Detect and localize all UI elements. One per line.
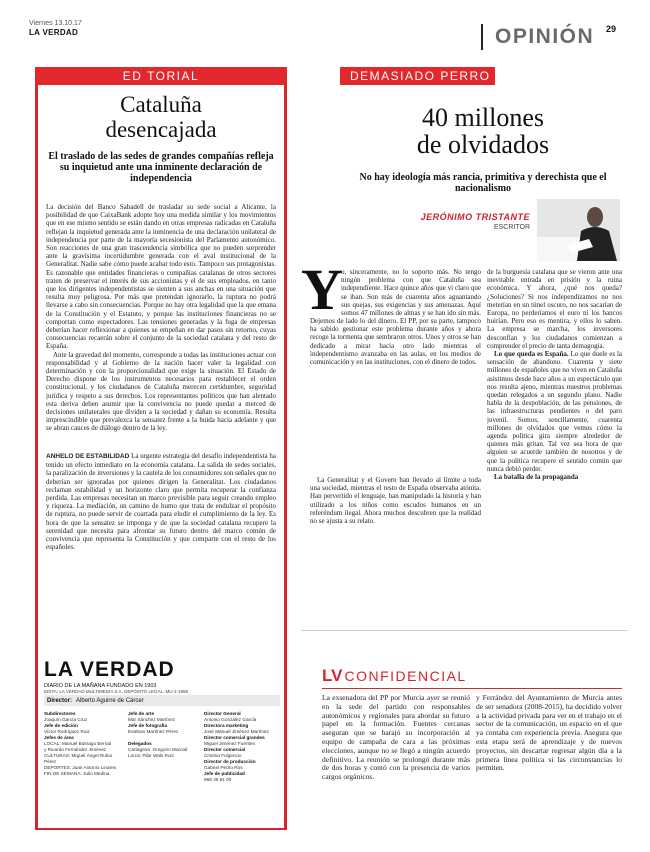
staff-col-2 [128, 711, 200, 759]
opinion-col-1-mid [310, 317, 481, 473]
opinion-paragraph: La Generalitat y el Govern han llevado al límite a toda una sociedad, mientras el resto de España observaba atónita. Han pervertido el lenguaje, han manipulado la historia y han utilizado a los niños como escudos humanos en un referéndum ilegal. Ahora muchos descubren que la realidad no se ajusta a su relato. [310, 476, 481, 526]
staff-entry: Jefes de área LOCAL: Manuel Buitrago Bernal [44, 735, 111, 746]
opinion-paragraph: de la burguesía catalana que se vieron ante una inevitable entrada en prisión y la ruina económica. Y ahora, ¿qué nos queda? ¿Soluciones? Si nos independizamos no nos meterían en un túnel oscuro, no nos sacarían de Europa, no perderíamos el euro ni los bancos huirían. Pero eso es mentira, y ellos lo saben. La empresa se marcha, los inversores desconfían y los ciudadanos comienzan a comprender el precio de tanta demagogia. [487, 268, 622, 350]
staff-col-1 [44, 711, 122, 777]
confidencial-paragraph: La exsenadora del PP por Murcia ayer se reunió en la sede del partido con responsables autonómicos y regionales para abordar su futuro papel en la formación. Fuentes cercanas aseguran que se barajó su incorporación al equipo de campaña de cara a las próximas elecciones, aunque no se llegó a ningún acuerdo definitivo. La reunión se prolongó durante más de dos horas y contó con la presencia de varios cargos orgánicos. [322, 694, 470, 782]
author-photo [537, 199, 620, 261]
opinion-col-1-bottom [310, 476, 481, 626]
masthead [23, 18, 628, 56]
editorial-body-2 [46, 452, 276, 652]
staff-entry: y Ricardo Fernández Jiménez [44, 747, 107, 752]
drop-cap: Y [301, 257, 343, 322]
opinion-paragraph: Dejemos de lado lo del dinero. El PP, por su parte, tampoco ha sabido gestionar este problema durante años y ahora recoge la tormenta que sembraron otros. Unos y otros se han dedicado a mirar hacia otro lado mientras el independentismo avanzaba en las aulas, en los medios de comunicación y en las instituciones, con el dinero de todos. [310, 317, 481, 367]
opinion-lead-2: La batalla de la propaganda [494, 473, 579, 482]
lv-mark: LV [322, 666, 343, 685]
section-title [481, 24, 603, 50]
la-verdad-logo: LA VERDAD [44, 658, 175, 681]
tagline: DIARIO DE LA MAÑANA FUNDADO EN 1903 [44, 683, 157, 689]
staff-entry: Jefe de fotografía Esteban Martínez Pérez [128, 723, 179, 734]
confidencial-header [322, 666, 467, 686]
author-role: ESCRITOR [493, 224, 530, 231]
director-bar [44, 695, 280, 706]
opinion-subtitle: No hay ideología más rancia, primitiva y derechista que el nacionalismo [359, 172, 607, 194]
staff-entry: Director comercial grandes Miguel Jiménez Fuentes [204, 735, 265, 746]
staff-entry: DEPORTES: Juan Antonio Linares [44, 765, 117, 770]
director-name: Alberto Aguirre de Cárcer [76, 697, 144, 704]
column-label: DEMASIADO PERRO [340, 67, 495, 85]
paper-name: LA VERDAD [29, 28, 79, 37]
editorial-title [46, 92, 276, 142]
opinion-paragraph: o, sinceramente, no lo soporto más. No tengo ningún problema con que Cataluña sea independiente. Hace quince años que vi claro que se iban. Son más de cuarenta años aguantando sus quejas, sus exigencias y sus amenazas. Aquí somos 47 millones de almas y se han ido sin más. [341, 268, 481, 317]
staff-entry: Jefe de edición Víctor Rodríguez Ruiz [44, 723, 90, 734]
opinion-lead: Lo que queda es España. [494, 350, 569, 359]
confidencial-col-2 [476, 694, 622, 826]
staff-box [38, 658, 284, 828]
editorial-paragraph: La urgente estrategia del desafío independentista ha tenido un efecto inmediato en la economía catalana. La salida de sedes sociales, la paralización de inversiones y la cautela de los consumidores son señales que no deberían ser ignoradas por quienes dirigen la Generalitat. Los ciudadanos reclaman estabilidad y un horizonte claro que permita recuperar la confianza perdida. Las empresas necesitan un marco previsible para seguir creando empleo y riqueza. La mediación, un camino de humo que trata de endulzar el propósito de ruptura, no puede servir de coartada para eludir el cumplimiento de la ley. Es hora de que la sensatez se imponga y de que la sociedad catalana recupere la serenidad que necesita para afrontar su futuro dentro del marco común de convivencia que representa la Constitución y que comparte con el resto de los españoles. [46, 452, 276, 552]
editorial-paragraph: La decisión del Banco Sabadell de trasladar su sede social a Alicante, la posibilidad de que CaixaBank adopte hoy una medida similar y los movimientos que en ese mismo sentido se están dando en otras empresas radicadas en Cataluña reflejan la inquietud generada ante la inminencia de una declaración unilateral de independencia por parte de la mayoría secesionista del Parlamento autonómico. Son reacciones de una gran trascendencia simbólica que no pueden sorprender ante la gravísima incertidumbre generada con el aval institucional de la Generalitat. Nadie sabe cómo puede acabar todo esto. Tampoco sus protagonistas. Es razonable que entidades financieras o compañías catalanas de otros sectores traten de preservar el interés de sus accionistas y el de sus empleados, en tanto que los dirigentes independentistas se sienten a sus anchas en una situación que resulta muy peligrosa. Por más que pretendan ignorarlo, la ruptura no podrá llevarse a cabo sin consecuencias. Porque no hay otra legalidad que la que emana de la Constitución y el Estatuto, y porque las instituciones financieras no se comportan como espectadores. Las tensiones generadas y la fuga de empresas deberían hacer reflexionar a quienes se empeñan en dar pasos sin retorno, cuyas consecuencias recaerán sobre el conjunto de la sociedad catalana y del resto de España. [46, 203, 276, 351]
staff-entry: Director de producción Gabriel Pedro Ros [204, 759, 256, 770]
confidencial-col-1 [322, 694, 470, 826]
staff-col-3 [204, 711, 282, 783]
staff-entry: Jefe de publicidad 968 36 91 00 [204, 771, 245, 782]
staff-entry: CULTURAS: Miguel Ángel Rubio Pérez [44, 753, 113, 764]
section-label: OPINIÓN [495, 25, 595, 48]
staff-entry: FIN DE SEMANA: Julio Medina [44, 771, 110, 776]
opinion-title-line1: 40 millones [421, 103, 545, 132]
editorial-label: ED TORIAL [35, 67, 287, 85]
confidencial-paragraph: y Ferrández del Ayuntamiento de Murcia antes de ser senadora (2008-2015), ha decidido volver a la actividad privada para ver en el trabajo en el sector de la comunicación, un espacio en el que ya contaba con experiencia previa. Asegura que esta etapa será de aprendizaje y de nuevos proyectos, sin descartar regresar algún día a la primera línea política si las circunstancias lo permiten. [476, 694, 622, 773]
page-number: 29 [606, 24, 617, 34]
opinion-paragraph: Lo que duele es la sensación de abandono. Cuarenta y siete millones de españoles que no viven en Cataluña asistimos desde hace años a un espectáculo que nos resulta ajeno, mientras nuestros problemas quedan relegados a un segundo plano. Nadie habla de la despoblación, de las pensiones, de las infraestructuras pendientes o del paro juvenil. Somos, sencillamente, cuarenta millones de olvidados que vemos cómo la agenda política gira siempre alrededor de quienes más gritan. Tal vez sea hora de que alguien se acuerde también de nosotros y de que la política recupere el sentido común que nunca debió perder. [487, 350, 622, 473]
editorial-title-line2: desencajada [105, 117, 217, 142]
publisher-line: EDITA: LA VERDAD MULTIMEDIA S.A. DEPÓSITO LEGAL: MU-1-1958 [44, 689, 189, 694]
opinion-title [350, 104, 616, 158]
author-photo-illustration [537, 199, 620, 261]
editorial-subtitle: El traslado de las sedes de grandes compañías refleja su inquietud ante una inminente declaración de independencia [48, 151, 274, 184]
staff-entry: Lorca: Pilar Wals Ruiz [128, 753, 174, 758]
confidencial-label: CONFIDENCIAL [344, 668, 467, 684]
editorial-title-line1: Cataluña [120, 92, 202, 117]
editorial-body [46, 203, 276, 448]
opinion-col-1-top [341, 268, 481, 317]
divider [301, 630, 628, 631]
editorial-paragraph: Ante la gravedad del momento, corresponde a todas las instituciones actuar con responsabilidad y al Gobierno de la nación hacer valer la legalidad con determinación y con la proporcionalidad que exige la situación. El Estado de Derecho dispone de los instrumentos necesarios para restablecer el orden constitucional, y los ciudadanos de Cataluña merecen certidumbre, seguridad jurídica y respeto a sus derechos. Los representantes políticos que han alentado esta deriva deben asumir que la convivencia no puede quedar a merced de decisiones unilaterales que dividen a la sociedad y dañan su economía. Resulta imprescindible que prevalezca la sensatez frente a la huida hacia adelante y que se abran cauces de diálogo dentro de la ley. [46, 350, 276, 433]
author-name: JERÓNIMO TRISTANTE [420, 212, 530, 222]
staff-entry: Directora marketing José Manuel Jiménez Martínez [204, 723, 269, 734]
staff-entry: Director comercial Cristina Fulgencio [204, 747, 246, 758]
director-label: Director: [47, 697, 73, 704]
staff-entry: Director General Antonio González García [204, 711, 257, 722]
opinion-title-line2: de olvidados [416, 130, 550, 159]
staff-entry: Subdirectores Joaquín García Cruz [44, 711, 88, 722]
staff-entry: Delegados Cartagena: Gregorio Marcial [128, 741, 188, 752]
confidencial-rule [322, 688, 622, 689]
issue-date: Viernes 13.10.17 [29, 20, 82, 27]
editorial-lead: ANHELO DE ESTABILIDAD [46, 453, 130, 460]
staff-entry: Jefe de arte Mar Sánchez Martínez [128, 711, 176, 722]
opinion-col-2 [487, 268, 622, 626]
